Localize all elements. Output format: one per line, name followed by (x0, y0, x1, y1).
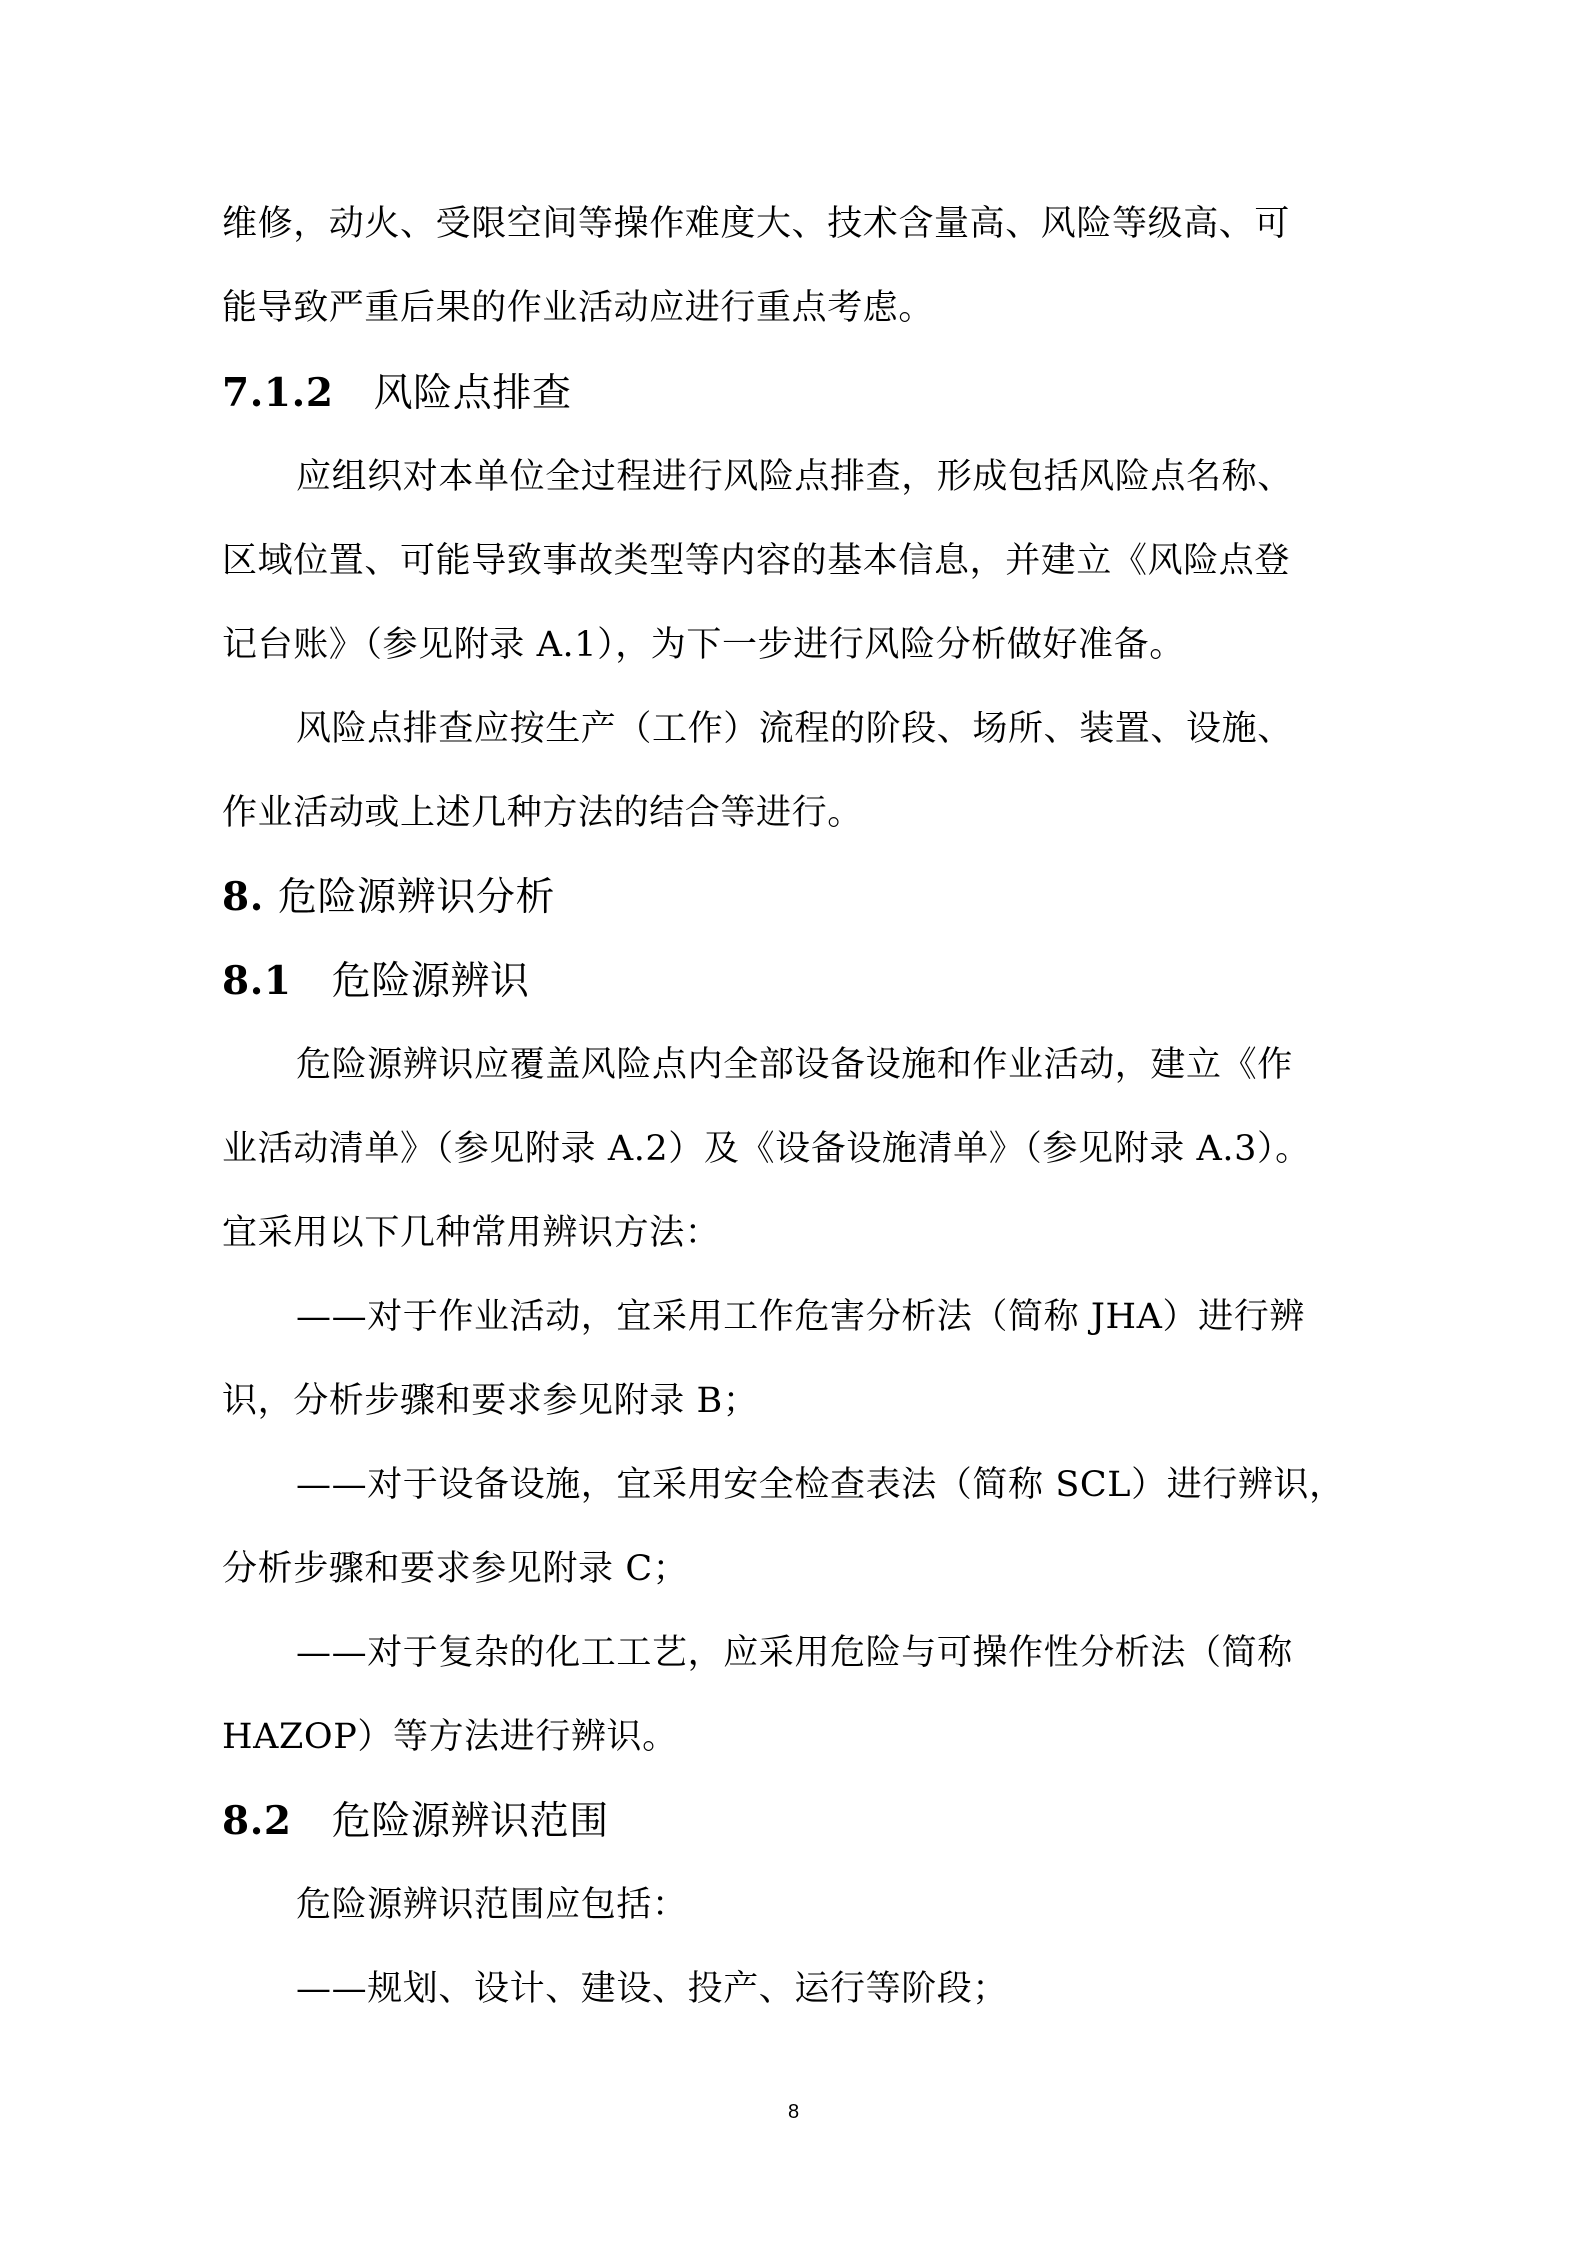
page-number: 8 (787, 2101, 800, 2123)
list-item-line: 分析步骤和要求参见附录 C； (222, 1549, 689, 1589)
section-title: 风险点排查 (373, 371, 572, 416)
section-heading-7-1-2 (222, 368, 1368, 419)
paragraph-line: 区域位置、可能导致事故类型等内容的基本信息，并建立《风险点登 (222, 541, 1291, 581)
paragraph-line: 记台账》（参见附录 A.1），为下一步进行风险分析做好准备。 (222, 625, 1185, 665)
list-item-line: 识，分析步骤和要求参见附录 B； (222, 1381, 759, 1421)
section-number: 8.2 (222, 1798, 292, 1844)
section-number: 8. (222, 874, 264, 920)
section-heading-8 (222, 872, 1368, 923)
section-title: 危险源辨识 (331, 959, 530, 1004)
list-item-line: ——对于设备设施，宜采用安全检查表法（简称 SCL）进行辨识， (296, 1465, 1345, 1505)
paragraph-line: 危险源辨识应覆盖风险点内全部设备设施和作业活动，建立《作 (296, 1045, 1293, 1085)
paragraph-line: 应组织对本单位全过程进行风险点排查，形成包括风险点名称、 (296, 457, 1293, 497)
section-number: 7.1.2 (222, 370, 334, 416)
section-heading-8-2 (222, 1796, 1368, 1847)
paragraph-line: 作业活动或上述几种方法的结合等进行。 (222, 793, 863, 833)
paragraph-line: 业活动清单》（参见附录 A.2）及《设备设施清单》（参见附录 A.3）。 (222, 1129, 1311, 1169)
paragraph-line: 宜采用以下几种常用辨识方法： (222, 1213, 721, 1253)
section-title: 危险源辨识分析 (277, 875, 556, 920)
paragraph-line: 风险点排查应按生产（工作）流程的阶段、场所、装置、设施、 (296, 709, 1293, 749)
list-item-line: ——规划、设计、建设、投产、运行等阶段； (296, 1969, 1009, 2009)
paragraph-line: 维修，动火、受限空间等操作难度大、技术含量高、风险等级高、可 (222, 204, 1291, 244)
paragraph-line: 危险源辨识范围应包括： (296, 1885, 688, 1925)
list-item-line: ——对于作业活动，宜采用工作危害分析法（简称 JHA）进行辨 (296, 1297, 1305, 1337)
list-item-line: ——对于复杂的化工工艺，应采用危险与可操作性分析法（简称 (296, 1633, 1293, 1673)
paragraph-line: 能导致严重后果的作业活动应进行重点考虑。 (222, 288, 935, 328)
section-number: 8.1 (222, 958, 292, 1004)
section-heading-8-1 (222, 956, 1368, 1007)
list-item-line: HAZOP）等方法进行辨识。 (222, 1717, 678, 1757)
section-title: 危险源辨识范围 (331, 1799, 609, 1844)
